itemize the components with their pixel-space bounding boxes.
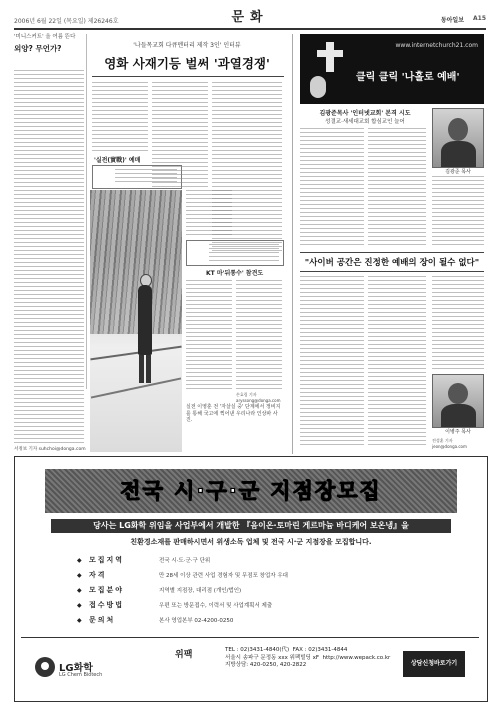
right-kicker: 김광준목사 '인터넷교회' 본격 시도 <box>319 110 411 117</box>
right-body-col1 <box>300 128 364 248</box>
diamond-icon: ◆ <box>77 587 82 594</box>
feature-body-col1 <box>92 82 148 152</box>
feature-headline: 영화 사재기등 벌써 '과열경쟁' <box>104 56 270 71</box>
logo-name: LG화학 <box>59 663 93 674</box>
quote-rule-top <box>300 252 484 253</box>
quote-body-col2 <box>368 276 426 448</box>
feature-rule <box>92 76 284 77</box>
newspaper-brand: 동아일보 <box>440 17 464 24</box>
ad-bar: 당사는 LG화학 위임을 사업부에서 개발한 『음이온·토마린 게르마늄 바디케어 보온냉』을 <box>51 519 451 533</box>
mouse-icon <box>310 76 326 98</box>
quote-headline: "사이버 공간은 진정한 예배의 장이 될수 없다" <box>304 258 480 268</box>
header-rule <box>14 28 486 30</box>
feature-body-col6 <box>236 280 282 390</box>
banner-url: www.internetchurch21.com <box>395 42 478 49</box>
ad-item: ◆ 접수방법 우편 또는 방문접수, 이력서 및 사업계획서 제출 <box>77 601 273 609</box>
ad-item: ◆ 문의처 본사 영업본부 02-4200-0250 <box>77 616 234 624</box>
feature-subhead-2: KT 마'뒤통수' 참견도 <box>206 270 264 277</box>
ad-banner <box>45 469 457 513</box>
diamond-icon: ◆ <box>77 557 82 564</box>
right-body-col2 <box>368 128 426 248</box>
ad-headline: 전국 시·구·군 지점장모집 <box>120 479 382 503</box>
feature-sidebox-2 <box>186 240 284 266</box>
section-title: 문화 <box>231 10 269 25</box>
feature-body-col2 <box>152 82 208 187</box>
portrait-photo-2 <box>432 374 484 428</box>
cross-icon <box>326 42 334 72</box>
left-column <box>14 34 84 54</box>
ad-items <box>69 553 449 628</box>
ad-contact: TEL : 02)3431-4840(代) FAX : 02)3431-4844 서울시 송파구 문정동 xxx 위팩빌딩 xF http://www.wepack.co.kr 지방상담: 420-0250, 420-2822 <box>225 647 391 668</box>
ad-item: ◆ 모집분야 지역별 지점장, 대리점 (개인/법인) <box>77 586 242 594</box>
ad-item: ◆ 모집지역 전국 시·도·군·구 단위 <box>77 556 211 564</box>
banner-title: 클릭 클릭 '나홀로 예배' <box>356 72 460 83</box>
column-divider <box>86 34 87 389</box>
consult-button[interactable]: 상담신청바로가기 <box>403 651 465 677</box>
recruitment-ad <box>14 456 488 702</box>
lg-chem-logo <box>35 653 125 683</box>
left-headline: 외양? 무언가? <box>14 44 62 53</box>
quote-body-col3 <box>432 276 484 370</box>
quote-body-col1 <box>300 276 364 448</box>
diamond-icon: ◆ <box>77 617 82 624</box>
lg-logo-icon <box>35 657 55 677</box>
right-subkicker: 성결교·새세대교회 합심교인 늘어 <box>325 119 405 125</box>
left-kicker: '미니스커트' 올 여름 뜬다 <box>14 34 76 40</box>
feature-body-col4 <box>186 190 232 238</box>
page-number: A15 <box>473 15 486 22</box>
ad-footer-rule <box>21 637 479 638</box>
feature-byline: 손효림 기자 aryssong@donga.com <box>236 392 281 403</box>
feature-photo <box>90 190 182 452</box>
ad-agency: 위팩 <box>175 650 193 660</box>
column-divider-2 <box>292 34 293 454</box>
feature-kicker: '나들목교회 다큐멘터리 제작 3인' 인터뷰 <box>133 42 241 49</box>
ad-item: ◆ 자격 만 28세 이상 관련 사업 경험자 및 무점포 창업자 우대 <box>77 571 288 579</box>
logo-tag: LG Chem Biotech <box>59 672 103 678</box>
feature-body-col5 <box>186 280 232 390</box>
left-byline: 서정보 기자 suhchoi@donga.com <box>14 447 86 452</box>
photo-caption: 실전 이영훈 전 '자살실 중' 단계에서 정비지를 통해 국고에 찍어낸 우리나라 인상파 사진. <box>186 404 281 423</box>
portrait-photo-1 <box>432 108 484 168</box>
right-byline: 전성훈 기자 jeon@donga.com <box>432 438 467 449</box>
feature-subhead-1: '실전(實戰)' 예매 <box>94 157 141 164</box>
diamond-icon: ◆ <box>77 602 82 609</box>
church-web-banner <box>300 34 484 104</box>
left-body-text <box>14 70 84 444</box>
portrait-caption-1: 김광준 목사 <box>445 169 471 175</box>
diamond-icon: ◆ <box>77 572 82 579</box>
issue-date: 2006년 6월 22일 (목요일) 제26246호 <box>14 18 119 25</box>
quote-rule-bottom <box>300 271 484 272</box>
ad-subtext: 친환경소재를 판매하시면서 위생소독 업체 및 전국 시·군 지점장을 모집합니다. <box>130 538 372 546</box>
right-body-col3 <box>432 176 484 248</box>
portrait-caption-2: 이병주 목사 <box>445 429 471 435</box>
